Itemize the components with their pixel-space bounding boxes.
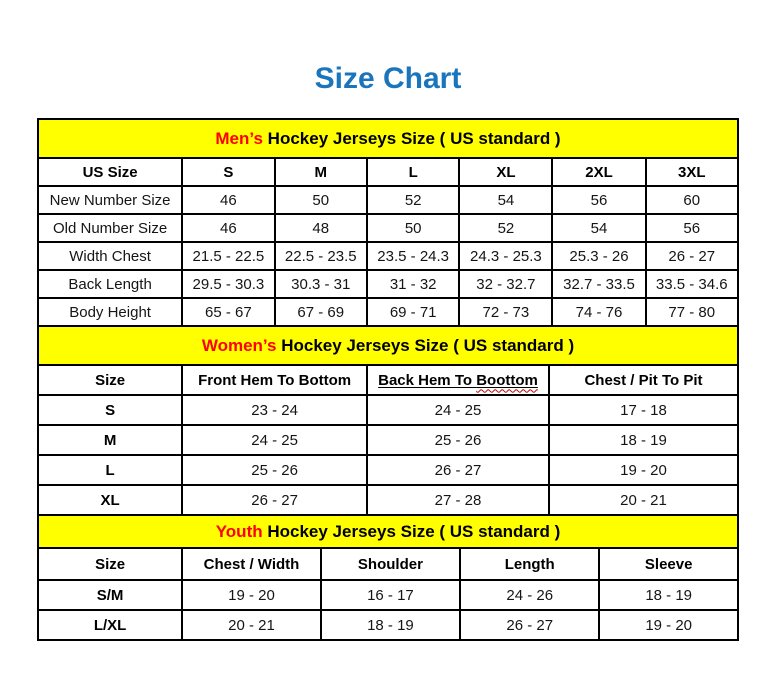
row-label: L xyxy=(38,455,182,485)
cell: 29.5 - 30.3 xyxy=(182,270,274,298)
cell: 72 - 73 xyxy=(459,298,552,326)
cell: 24 - 25 xyxy=(367,395,549,425)
table-row xyxy=(38,270,738,298)
cell: 31 - 32 xyxy=(367,270,459,298)
cell: 18 - 19 xyxy=(599,580,738,610)
youth-banner-highlight: Youth xyxy=(215,522,263,541)
youth-size-table xyxy=(37,547,739,641)
cell: 18 - 19 xyxy=(321,610,460,640)
cell: 26 - 27 xyxy=(367,455,549,485)
cell: 26 - 27 xyxy=(646,242,738,270)
back-hem-misspelled-word: Boottom xyxy=(476,371,538,389)
cell: 24 - 25 xyxy=(182,425,367,455)
table-row xyxy=(38,425,738,455)
youth-section-banner xyxy=(37,514,739,549)
column-header: Length xyxy=(460,548,599,580)
cell: 32.7 - 33.5 xyxy=(552,270,645,298)
column-header: Chest / Width xyxy=(182,548,321,580)
column-header: Size xyxy=(38,548,182,580)
row-label: Old Number Size xyxy=(38,214,182,242)
mens-size-table xyxy=(37,157,739,327)
cell: 21.5 - 22.5 xyxy=(182,242,274,270)
cell: 33.5 - 34.6 xyxy=(646,270,738,298)
column-header: M xyxy=(275,158,367,186)
cell: 48 xyxy=(275,214,367,242)
cell: 25 - 26 xyxy=(367,425,549,455)
table-row xyxy=(38,214,738,242)
cell: 16 - 17 xyxy=(321,580,460,610)
cell: 24.3 - 25.3 xyxy=(459,242,552,270)
cell: 32 - 32.7 xyxy=(459,270,552,298)
column-header-back-hem xyxy=(367,365,549,395)
column-header: Shoulder xyxy=(321,548,460,580)
column-header: 3XL xyxy=(646,158,738,186)
womens-size-table xyxy=(37,364,739,516)
row-label: XL xyxy=(38,485,182,515)
table-row xyxy=(38,610,738,640)
column-header: US Size xyxy=(38,158,182,186)
cell: 26 - 27 xyxy=(460,610,599,640)
cell: 46 xyxy=(182,186,274,214)
column-header: XL xyxy=(459,158,552,186)
youth-header-row xyxy=(38,548,738,580)
cell: 60 xyxy=(646,186,738,214)
cell: 19 - 20 xyxy=(549,455,738,485)
cell: 30.3 - 31 xyxy=(275,270,367,298)
cell: 17 - 18 xyxy=(549,395,738,425)
cell: 69 - 71 xyxy=(367,298,459,326)
row-label: S xyxy=(38,395,182,425)
column-header: Chest / Pit To Pit xyxy=(549,365,738,395)
table-row xyxy=(38,580,738,610)
back-hem-prefix: Back Hem To xyxy=(378,371,473,389)
cell: 50 xyxy=(367,214,459,242)
cell: 56 xyxy=(646,214,738,242)
table-row xyxy=(38,242,738,270)
cell: 26 - 27 xyxy=(182,485,367,515)
column-header: S xyxy=(182,158,274,186)
cell: 56 xyxy=(552,186,645,214)
cell: 65 - 67 xyxy=(182,298,274,326)
page-title: Size Chart xyxy=(314,62,462,95)
row-label: S/M xyxy=(38,580,182,610)
table-row xyxy=(38,298,738,326)
row-label: Width Chest xyxy=(38,242,182,270)
table-row xyxy=(38,395,738,425)
column-header: Sleeve xyxy=(599,548,738,580)
cell: 77 - 80 xyxy=(646,298,738,326)
cell: 50 xyxy=(275,186,367,214)
cell: 18 - 19 xyxy=(549,425,738,455)
cell: 25 - 26 xyxy=(182,455,367,485)
cell: 52 xyxy=(367,186,459,214)
cell: 22.5 - 23.5 xyxy=(275,242,367,270)
cell: 27 - 28 xyxy=(367,485,549,515)
row-label: New Number Size xyxy=(38,186,182,214)
womens-banner-text: Hockey Jerseys Size ( US standard ) xyxy=(281,336,575,355)
cell: 25.3 - 26 xyxy=(552,242,645,270)
cell: 67 - 69 xyxy=(275,298,367,326)
cell: 23.5 - 24.3 xyxy=(367,242,459,270)
youth-banner-text: Hockey Jerseys Size ( US standard ) xyxy=(267,522,561,541)
column-header: Front Hem To Bottom xyxy=(182,365,367,395)
row-label: L/XL xyxy=(38,610,182,640)
cell: 46 xyxy=(182,214,274,242)
row-label: M xyxy=(38,425,182,455)
cell: 24 - 26 xyxy=(460,580,599,610)
mens-banner-text: Hockey Jerseys Size ( US standard ) xyxy=(267,129,561,148)
cell: 19 - 20 xyxy=(182,580,321,610)
size-tables-container xyxy=(37,118,739,641)
mens-header-row xyxy=(38,158,738,186)
womens-section-banner xyxy=(37,325,739,366)
cell: 54 xyxy=(459,186,552,214)
womens-header-row xyxy=(38,365,738,395)
cell: 52 xyxy=(459,214,552,242)
cell: 54 xyxy=(552,214,645,242)
column-header: Size xyxy=(38,365,182,395)
mens-section-banner xyxy=(37,118,739,159)
row-label: Back Length xyxy=(38,270,182,298)
column-header: 2XL xyxy=(552,158,645,186)
cell: 20 - 21 xyxy=(549,485,738,515)
mens-banner-highlight: Men’s xyxy=(215,129,263,148)
row-label: Body Height xyxy=(38,298,182,326)
table-row xyxy=(38,455,738,485)
cell: 19 - 20 xyxy=(599,610,738,640)
cell: 23 - 24 xyxy=(182,395,367,425)
table-row xyxy=(38,485,738,515)
table-row xyxy=(38,186,738,214)
cell: 74 - 76 xyxy=(552,298,645,326)
womens-banner-highlight: Women’s xyxy=(201,336,277,355)
column-header: L xyxy=(367,158,459,186)
cell: 20 - 21 xyxy=(182,610,321,640)
